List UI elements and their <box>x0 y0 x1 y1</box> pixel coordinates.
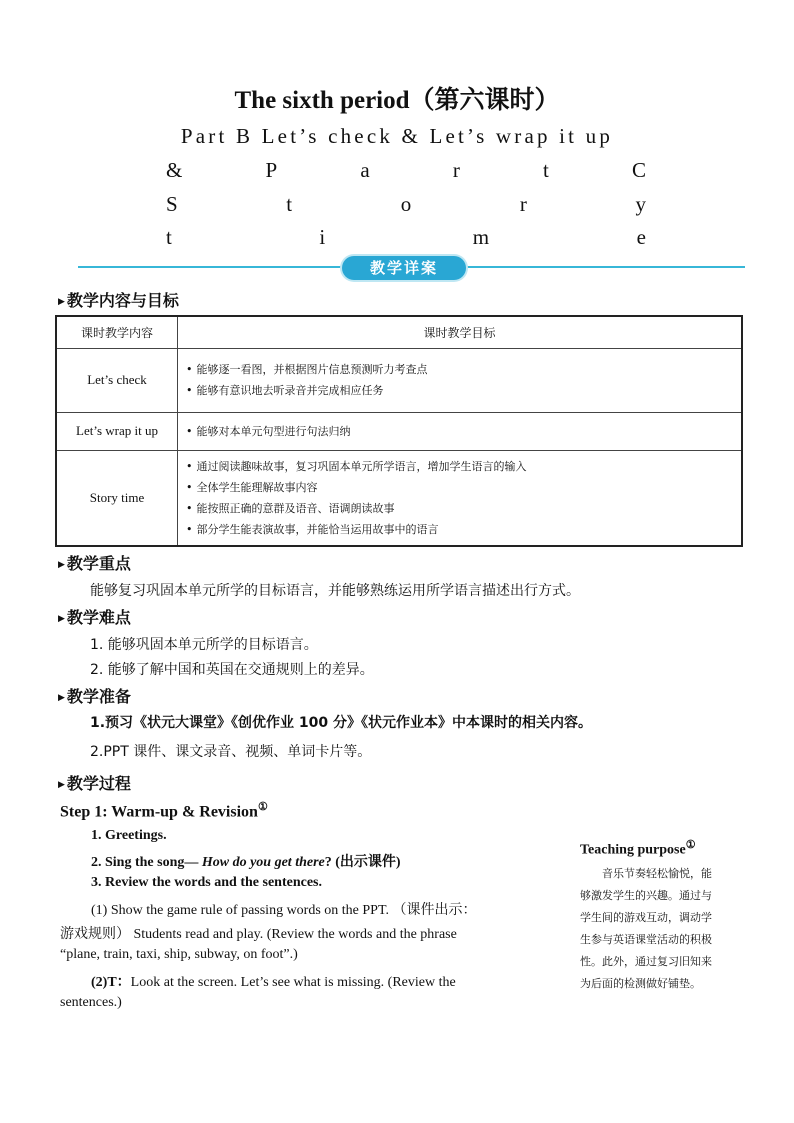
difficult-item: 2. 能够了解中国和英国在交通规则上的差异。 <box>90 662 374 678</box>
step-paragraph-line: “plane, train, taxi, ship, subway, on foot”.) <box>60 947 298 962</box>
subtitle-char: a <box>360 158 370 182</box>
subtitle-char: S <box>166 192 178 216</box>
table-cell-goals <box>178 450 743 546</box>
step-paragraph-line: (1) Show the game rule of passing words on the PPT. （课件出示： <box>91 903 477 918</box>
step-item: 1. Greetings. <box>91 828 167 843</box>
sidebar-body <box>580 863 750 995</box>
speaker-label: (2)T： <box>91 975 131 990</box>
subtitle-line-4 <box>166 225 646 250</box>
section-heading-label: 教学准备 <box>66 687 131 706</box>
subtitle-char: o <box>400 192 412 216</box>
subtitle-char: t <box>286 192 293 216</box>
subtitle-line-2 <box>166 158 646 183</box>
bullet-icon: • <box>186 522 193 536</box>
page-title: The sixth period（第六课时） <box>234 87 560 114</box>
section-heading-key <box>58 551 131 574</box>
section-heading-label: 教学过程 <box>66 774 131 793</box>
objectives-table <box>55 315 743 547</box>
step-item <box>91 851 401 871</box>
subtitle-char: m <box>472 225 490 249</box>
sidebar-line: 音乐节奏轻松愉悦，能 <box>602 866 712 880</box>
subtitle-char: e <box>636 225 646 249</box>
triangle-bullet-icon: ▶ <box>58 297 65 307</box>
bullet-icon: • <box>186 480 193 494</box>
goal-item <box>186 456 740 477</box>
sidebar-line: 生参与英语课堂活动的积极 <box>580 932 712 946</box>
step-item: 3. Review the words and the sentences. <box>91 875 322 890</box>
table-header-row <box>56 316 742 348</box>
table-row <box>56 412 742 450</box>
teaching-purpose-sidebar <box>580 838 750 995</box>
goal-text: 能够逐一看图，并根据图片信息预测听力考查点 <box>196 363 428 376</box>
goal-item <box>186 359 740 380</box>
bullet-icon: • <box>186 424 193 438</box>
subtitle-char: t <box>166 225 172 249</box>
difficult-item: 1. 能够巩固本单元所学的目标语言。 <box>90 637 318 653</box>
prep-item: 2.PPT 课件、课文录音、视频、单词卡片等。 <box>90 744 372 760</box>
table-cell-content: Let’s wrap it up <box>56 412 178 450</box>
song-title: How do you get there <box>201 855 325 870</box>
step-paragraph-line: 游戏规则） Students read and play. (Review the words and the phrase <box>60 927 457 942</box>
sidebar-line: 为后面的检测做好铺垫。 <box>580 976 701 990</box>
section-heading-prep <box>58 684 131 707</box>
triangle-bullet-icon: ▶ <box>58 560 65 570</box>
table-header-cell: 课时教学目标 <box>178 316 743 348</box>
section-heading-process <box>58 771 131 794</box>
goal-text: 能按照正确的意群及语音、语调朗读故事 <box>196 501 395 515</box>
goal-item <box>186 477 740 498</box>
goal-item <box>186 421 740 442</box>
step-paragraph-line: sentences.) <box>60 995 122 1010</box>
sidebar-line: 够激发学生的兴趣。通过与 <box>580 888 712 902</box>
table-cell-content: Let’s check <box>56 348 178 412</box>
goal-text: 全体学生能理解故事内容 <box>196 480 318 494</box>
table-header-cell: 课时教学内容 <box>56 316 178 348</box>
goal-text: 部分学生能表演故事，并能恰当运用故事中的语言 <box>196 522 439 536</box>
step-title <box>60 800 268 821</box>
step-item-text: ? (出示课件) <box>324 855 401 870</box>
bullet-icon: • <box>186 363 193 376</box>
sidebar-line: 学生间的游戏互动，调动学 <box>580 910 712 924</box>
footnote-marker: ① <box>257 801 268 813</box>
step-paragraph-text: Look at the screen. Let’s see what is missing. (Review the <box>130 975 456 990</box>
banner-badge: 教学详案 <box>342 256 466 280</box>
table-cell-content: Story time <box>56 450 178 546</box>
prep-item: 1.预习《状元大课堂》《创优作业 100 分》《状元作业本》中本课时的相关内容。 <box>90 715 593 731</box>
section-heading-difficult <box>58 605 131 628</box>
bullet-icon: • <box>186 459 193 473</box>
subtitle-char: y <box>635 192 646 216</box>
triangle-bullet-icon: ▶ <box>58 780 65 790</box>
sidebar-title-text: Teaching purpose <box>580 842 686 858</box>
subtitle-char: r <box>519 192 527 216</box>
bullet-icon: • <box>186 384 193 397</box>
subtitle-char: P <box>265 158 278 182</box>
triangle-bullet-icon: ▶ <box>58 693 65 703</box>
table-cell-goals <box>178 348 743 412</box>
subtitle-line-1: Part B Let’s check & Let’s wrap it up <box>180 124 614 148</box>
step-item-text: 2. Sing the song— <box>91 855 202 870</box>
subtitle-char: r <box>452 158 460 182</box>
subtitle-char: & <box>166 158 183 182</box>
goal-item <box>186 380 740 401</box>
section-heading-label: 教学难点 <box>66 608 131 627</box>
subtitle-char: C <box>631 158 646 182</box>
step-paragraph-line <box>91 971 456 991</box>
triangle-bullet-icon: ▶ <box>58 614 65 624</box>
bullet-icon: • <box>186 501 193 515</box>
table-row <box>56 348 742 412</box>
table-cell-goals <box>178 412 743 450</box>
table-row <box>56 450 742 546</box>
subtitle-char: i <box>319 225 326 249</box>
goal-text: 能够有意识地去听录音并完成相应任务 <box>196 384 384 397</box>
sidebar-line: 性。此外，通过复习旧知来 <box>580 954 712 968</box>
section-heading-label: 教学重点 <box>66 554 131 573</box>
subtitle-char: t <box>542 158 549 182</box>
goal-text: 能够对本单元句型进行句法归纳 <box>196 424 351 438</box>
step-title-text: Step 1: Warm-up & Revision <box>60 803 258 821</box>
goal-item <box>186 519 740 540</box>
section-heading-label: 教学内容与目标 <box>66 291 179 310</box>
goal-item <box>186 498 740 519</box>
section-heading-objectives <box>58 288 179 311</box>
sidebar-title <box>580 838 750 859</box>
subtitle-line-3 <box>166 192 646 217</box>
key-point-text: 能够复习巩固本单元所学的目标语言，并能够熟练运用所学语言描述出行方式。 <box>90 583 580 599</box>
footnote-marker: ① <box>685 839 696 851</box>
goal-text: 通过阅读趣味故事，复习巩固本单元所学语言，增加学生语言的输入 <box>196 459 527 473</box>
